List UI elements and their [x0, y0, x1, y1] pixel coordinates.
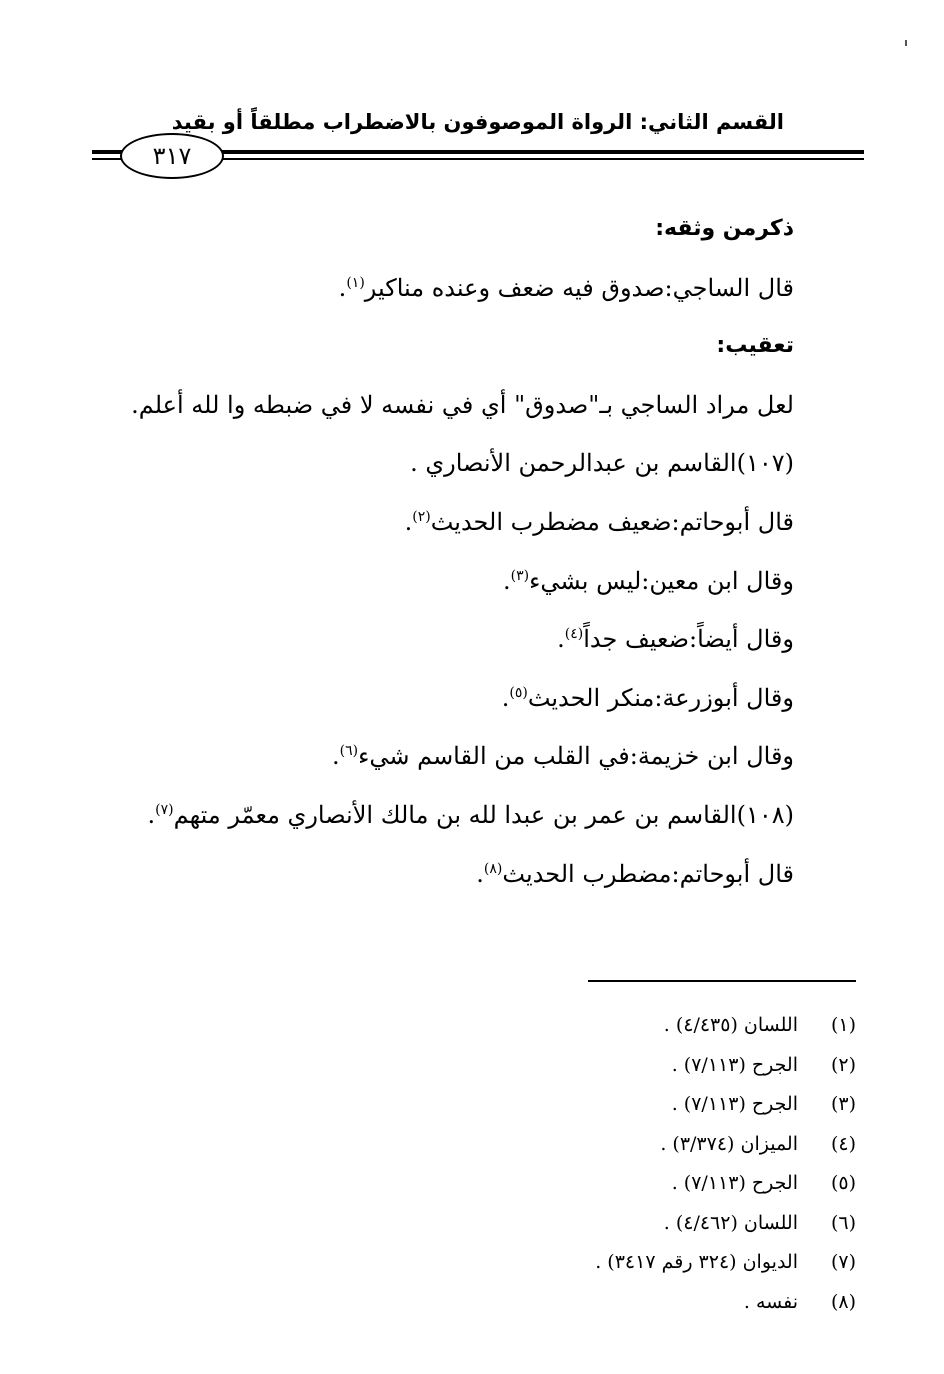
line-end-punctuation: . — [503, 566, 511, 595]
footnote-ref[interactable]: (٧) — [155, 801, 174, 818]
footnote-text: نفسه . — [743, 1290, 798, 1313]
running-title: القسم الثاني: الرواة الموصوفون بالاضطراب مطلقاً أو بقيد — [171, 110, 784, 134]
text-line — [154, 552, 794, 611]
line-end-punctuation: . — [331, 742, 340, 771]
footnote-ref[interactable]: (١) — [346, 274, 365, 291]
text-line — [147, 786, 794, 845]
text-line — [154, 669, 794, 728]
line-text: قال أبوحاتم:ضعيف مضطرب الحديث — [430, 507, 794, 536]
section-heading — [154, 200, 794, 259]
footnote-text: الجرح (٧/١١٣) . — [671, 1093, 798, 1115]
text-line — [154, 259, 794, 318]
footnote-ref[interactable]: (٣) — [510, 567, 530, 584]
line-end-punctuation: . — [557, 625, 565, 654]
footnote-text: الديوان (٣٢٤ رقم ٣٤١٧) . — [595, 1251, 798, 1273]
footnote-separator — [588, 980, 856, 982]
footnote-text: اللسان (٤/٤٣٥) . — [663, 1014, 798, 1036]
footnote — [436, 1204, 856, 1244]
page-number: ٣١٧ — [120, 133, 224, 179]
footnote — [436, 1283, 856, 1323]
footnote-number: (٧) — [830, 1251, 856, 1273]
line-text: قال أبوحاتم:مضطرب الحديث — [502, 859, 794, 888]
text-line — [131, 376, 794, 435]
footnote-text: الجرح (٧/١١٣) . — [671, 1172, 798, 1194]
footnote — [436, 1006, 856, 1046]
scan-mark — [905, 40, 907, 46]
line-end-punctuation: . — [338, 273, 347, 302]
footnote-ref[interactable]: (٦) — [339, 743, 359, 760]
text-line — [154, 727, 794, 786]
line-text: لعل مراد الساجي بـ"صدوق" أي في نفسه لا في ضبطه وا لله أعلم. — [131, 390, 794, 419]
footnote-ref[interactable]: (٨) — [483, 860, 503, 877]
footnote — [436, 1164, 856, 1204]
line-end-punctuation: . — [404, 507, 413, 536]
footnote-number: (١) — [830, 1014, 856, 1036]
line-text: وقال ابن خزيمة:في القلب من القاسم شيء — [358, 742, 794, 771]
line-end-punctuation: . — [147, 800, 156, 829]
footnote-ref[interactable]: (٢) — [412, 508, 431, 525]
text-line — [154, 493, 794, 552]
text-line — [154, 610, 794, 669]
footnote-number: (٤) — [830, 1132, 856, 1155]
line-text: قال الساجي:صدوق فيه ضعف وعنده مناكير — [364, 273, 794, 302]
footnote — [436, 1125, 856, 1165]
line-text: تعقيب: — [716, 333, 794, 359]
footnote-text: الميزان (٣/٣٧٤) . — [660, 1132, 798, 1155]
line-text: وقال أبوزرعة:منكر الحديث — [527, 683, 794, 712]
footnote — [436, 1085, 856, 1125]
footnote — [436, 1243, 856, 1283]
line-text: (١٠٨)القاسم بن عمر بن عبدا لله بن مالك الأنصاري معمّر متهم — [173, 800, 794, 829]
footnote-number: (٦) — [830, 1211, 856, 1234]
section-heading — [154, 317, 794, 376]
footnotes — [436, 1006, 856, 1322]
footnote-number: (٣) — [830, 1093, 856, 1115]
footnote-text: الجرح (٧/١١٣) . — [671, 1053, 798, 1076]
text-line — [154, 434, 794, 493]
line-text: (١٠٧)القاسم بن عبدالرحمن الأنصاري . — [410, 449, 794, 478]
footnote-ref[interactable]: (٥) — [509, 684, 528, 701]
footnote-text: اللسان (٤/٤٦٢) . — [663, 1211, 798, 1234]
text-line — [154, 845, 794, 904]
body-text — [131, 200, 794, 903]
line-end-punctuation: . — [501, 683, 510, 712]
footnote-number: (٢) — [830, 1053, 856, 1076]
line-text: ذكرمن وثقه: — [655, 216, 794, 241]
line-text: وقال أيضاً:ضعيف جداً — [583, 625, 794, 654]
line-text: وقال ابن معين:ليس بشيء — [529, 566, 794, 595]
footnote-number: (٥) — [830, 1172, 856, 1194]
footnote-ref[interactable]: (٤) — [564, 626, 584, 643]
footnote-number: (٨) — [830, 1290, 856, 1313]
line-end-punctuation: . — [476, 859, 484, 888]
footnote — [436, 1046, 856, 1086]
